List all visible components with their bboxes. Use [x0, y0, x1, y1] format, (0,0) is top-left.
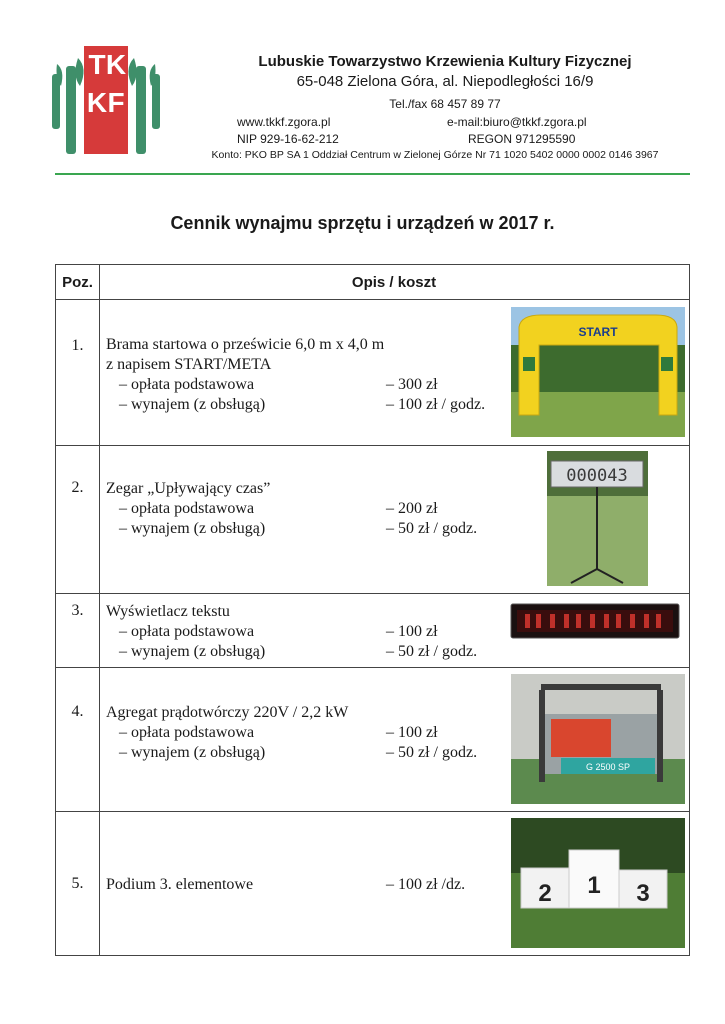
item-number: 1.: [71, 337, 84, 354]
item-name: Wyświetlacz tekstu: [106, 603, 230, 620]
price-table: [55, 264, 690, 956]
logo-letter: T: [88, 49, 106, 80]
item-number: 3.: [71, 602, 84, 619]
text-display-photo: [510, 600, 680, 642]
org-bank-account: Konto: PKO BP SA 1 Oddział Centrum w Zielonej Górze Nr 71 1020 5402 0000 0002 0146 3967: [211, 149, 659, 161]
row-divider: [56, 445, 689, 446]
fee-value: – 50 zł / godz.: [386, 643, 478, 660]
item-name: Agregat prądotwórczy 220V / 2,2 kW: [106, 704, 349, 721]
fee-label: – opłata podstawowa: [119, 623, 255, 640]
item-number: 2.: [71, 479, 84, 496]
fee-value: – 100 zł: [386, 623, 438, 640]
tkkf-logo: [52, 44, 160, 156]
item-name-line2: z napisem START/META: [106, 356, 272, 373]
item-name: Podium 3. elementowe: [106, 876, 254, 893]
generator-photo: [511, 674, 685, 804]
org-email: e-mail:biuro@tkkf.zgora.pl: [447, 115, 587, 129]
fee-label: – wynajem (z obsługą): [119, 744, 266, 761]
item-number: 5.: [71, 875, 84, 892]
logo-letter: K: [86, 87, 108, 118]
item-number: 4.: [71, 703, 84, 720]
podium-place: 1: [587, 872, 601, 899]
fee-label: – opłata podstawowa: [119, 376, 255, 393]
generator-model-text: G 2500 SP: [585, 762, 631, 772]
fee-value: – 300 zł: [386, 376, 438, 393]
item-name: Zegar „Upływający czas”: [106, 480, 271, 497]
column-divider: [99, 265, 100, 955]
gate-banner-text: START: [578, 325, 618, 339]
org-name: Lubuskie Towarzystwo Krzewienia Kultury Fizycznej: [258, 53, 632, 70]
fee-label: – wynajem (z obsługą): [119, 396, 266, 413]
podium-place: 3: [636, 880, 650, 907]
fee-value: – 200 zł: [386, 500, 438, 517]
fee-label: – wynajem (z obsługą): [119, 520, 266, 537]
org-www: www.tkkf.zgora.pl: [237, 115, 331, 129]
org-address: 65-048 Zielona Góra, al. Niepodległości 16/9: [296, 73, 594, 90]
fee-label: – wynajem (z obsługą): [119, 643, 266, 660]
clock-display-text: 000043: [566, 466, 628, 486]
fee-value: – 50 zł / godz.: [386, 520, 478, 537]
row-divider: [56, 593, 689, 594]
page-title: Cennik wynajmu sprzętu i urządzeń w 2017 r.: [170, 213, 555, 233]
fee-value: – 100 zł / godz.: [386, 396, 486, 413]
row-divider: [56, 299, 689, 300]
row-divider: [56, 667, 689, 668]
column-header-poz: Poz.: [62, 274, 93, 291]
item-name: Brama startowa o prześwicie 6,0 m x 4,0 m: [106, 336, 385, 353]
podium-place: 2: [538, 880, 552, 907]
fee-label: – opłata podstawowa: [119, 724, 255, 741]
fee-value: – 50 zł / godz.: [386, 744, 478, 761]
fee-label: – opłata podstawowa: [119, 500, 255, 517]
start-gate-photo: [511, 307, 685, 437]
logo-letter: F: [107, 87, 125, 118]
row-divider: [56, 811, 689, 812]
fee-value: – 100 zł /dz.: [386, 876, 466, 893]
org-telfax: Tel./fax 68 457 89 77: [389, 97, 501, 111]
podium-photo: [511, 818, 685, 948]
column-header-opis: Opis / koszt: [351, 274, 437, 291]
org-regon: REGON 971295590: [468, 132, 576, 146]
logo-letter: K: [105, 49, 127, 80]
clock-photo: [547, 451, 648, 586]
header-divider: [55, 173, 690, 175]
org-nip: NIP 929-16-62-212: [237, 132, 339, 146]
fee-value: – 100 zł: [386, 724, 438, 741]
